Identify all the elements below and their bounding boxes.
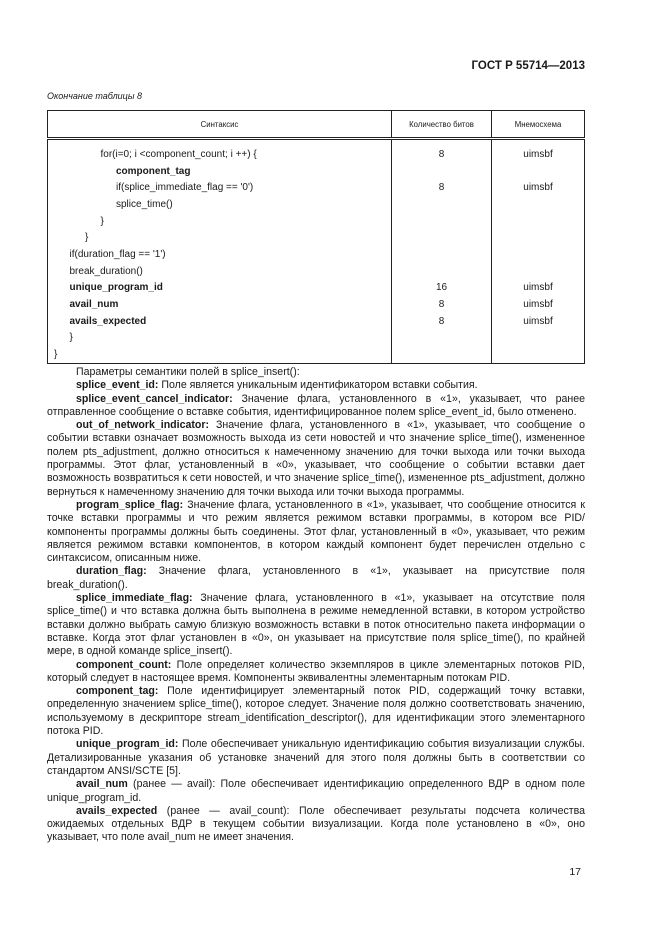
column-header-mnemonic: Мнемосхема [492,111,585,139]
table-row [48,263,585,280]
paragraph [47,592,585,658]
mnemonic-cell [492,213,585,230]
paragraph [47,805,585,845]
syntax-cell: } [48,213,392,230]
paragraph-text: Поле является уникальным идентификатором вставки события. [158,379,478,392]
paragraph [47,499,585,565]
syntax-cell: } [48,346,392,363]
field-note: (ранее — avail): [127,778,216,791]
bits-cell [392,213,492,230]
paragraph-text: Значение флага, установленного в «1», указывает, что сообщение о событии вставки означает возможность выхода из сети новостей и что значение splice_time(), измененное полем pts_adjustment, должно относиться к намеченному значению для точки выхода или точки выхода программы. Этот флаг, установленный в «0», указывает, что сообщение о событии вставки дает возможность возвратиться к сети новостей, и что значение splice_time(), измененное pts_adjustment, должно вернуться к намеченному значению для точки выхода или точки выхода программы. [47,419,585,498]
syntax-cell: break_duration() [48,263,392,280]
table-row [48,196,585,213]
paragraph-text: Поле обеспечивает идентификацию определенного ВДР в одном поле unique_program_id. [47,778,585,804]
page-number: 17 [569,866,581,878]
table-caption: Окончание таблицы 8 [47,91,142,101]
table-row [48,229,585,246]
syntax-cell: } [48,330,392,347]
field-term: avail_num [76,778,128,791]
column-header-syntax: Синтаксис [48,111,392,139]
table-row [48,280,585,297]
syntax-cell: avail_num [48,296,392,313]
syntax-cell: avails_expected [48,313,392,330]
mnemonic-cell [492,163,585,180]
paragraph [47,659,585,686]
paragraph-text: Значение флага, установленного в «1», указывает на отсутствие поля splice_time() и что вставка должна быть выполнена в режиме немедленной вставки, в котором устройство вставки должно выбрать самую близкую возможность вставки в поток относительно пакета информации о вставке. Когда этот флаг установлен в «0», он указывает на присутствие поля splice_time(), по крайней мере, в одной команде splice_insert(). [47,592,585,658]
mnemonic-cell: uimsbf [492,280,585,297]
mnemonic-cell [492,330,585,347]
paragraph [47,393,585,420]
mnemonic-cell: uimsbf [492,296,585,313]
table-row [48,213,585,230]
bits-cell [392,246,492,263]
table-row [48,346,585,363]
field-note: (ранее — avail_count): [157,804,290,817]
mnemonic-cell [492,263,585,280]
field-term: out_of_network_indicator: [76,419,210,432]
bits-cell: 8 [392,179,492,196]
table-row [48,296,585,313]
paragraph-text: Значение флага, установленного в «1», указывает, что сообщение относится к точке вставки программы и что режим является режимом вставки программы, в котором все PID/компоненты программы должны быть соединены. Этот флаг, установленный в «0», указывает, что режим является режимом вставки компонентов, в котором каждый компонент будет перечислен отдельно с синтаксисом, описанным ниже. [47,498,585,565]
table-row [48,246,585,263]
bits-cell [392,163,492,180]
bits-cell [392,330,492,347]
paragraph-text: Значение флага, установленного в «1», указывает, что ранее отправленное сообщение о вставке события, идентифицированное полем splice_event_id, было отменено. [47,392,585,418]
column-header-bits: Количество битов [392,111,492,139]
bits-cell: 8 [392,313,492,330]
paragraph [47,565,585,592]
bits-cell [392,229,492,246]
bits-cell: 8 [392,139,492,163]
paragraph-text: Поле обеспечивает уникальную идентификацию события визуализации службы. Детализированные указания об установке значений для этого поля должны быть в соответствии со стандартом ANSI/SCTE [5]. [47,738,585,777]
table-header-row [48,111,585,139]
table-row [48,163,585,180]
field-term: program_splice_flag: [76,498,184,511]
syntax-cell: splice_time() [48,196,392,213]
bits-cell: 16 [392,280,492,297]
table-row [48,179,585,196]
paragraph-text: Поле обеспечивает результаты подсчета количества ожидаемых отдельных ВДР в текущем событии визуализации. Когда поле установлено в «0», оно указывает, что поле avail_num не имеет значения. [47,804,586,844]
field-term: component_count: [76,658,172,671]
syntax-cell: if(splice_immediate_flag == '0') [48,179,392,196]
field-term: splice_event_cancel_indicator: [76,392,233,405]
mnemonic-cell: uimsbf [492,179,585,196]
paragraph [47,738,585,778]
syntax-table [47,110,585,364]
mnemonic-cell: uimsbf [492,139,585,163]
paragraph-text: Параметры семантики полей в splice_insert(): [76,366,300,378]
paragraph [47,685,585,738]
paragraph-text: Поле определяет количество экземпляров в цикле элементарных потоков PID, который следует в настоящее время. Компоненты эквивалентны элементарным потокам PID. [47,658,585,684]
mnemonic-cell [492,346,585,363]
field-term: duration_flag: [76,565,147,578]
bits-cell [392,196,492,213]
paragraph [47,379,585,392]
syntax-cell: for(i=0; i <component_count; i ++) { [48,139,392,163]
paragraph [47,419,585,499]
table-row [48,313,585,330]
field-term: splice_event_id: [76,379,159,392]
bits-cell [392,263,492,280]
syntax-cell: unique_program_id [48,280,392,297]
mnemonic-cell [492,196,585,213]
syntax-cell: component_tag [48,163,392,180]
paragraph-text: Поле идентифицирует элементарный поток PID, содержащий точку вставки, определенную значением splice_time(), которое следует. Значение поля должно соответствовать значению, используемому в дескрипторе stream_identification_descriptor(), для идентификации этого элементарного потока PID. [47,685,585,738]
bits-cell [392,346,492,363]
bits-cell: 8 [392,296,492,313]
semantics-text [47,366,585,845]
mnemonic-cell: uimsbf [492,313,585,330]
syntax-cell: } [48,229,392,246]
paragraph [47,778,585,805]
mnemonic-cell [492,246,585,263]
paragraph-text: Значение флага, установленного в «1», указывает на присутствие поля break_duration(). [47,565,585,591]
standard-number: ГОСТ Р 55714—2013 [471,60,585,72]
field-term: unique_program_id: [76,738,179,751]
syntax-cell: if(duration_flag == '1') [48,246,392,263]
mnemonic-cell [492,229,585,246]
paragraph [47,366,585,379]
field-term: splice_immediate_flag: [76,592,193,605]
table-row [48,139,585,163]
field-term: component_tag: [76,685,159,698]
table-row [48,330,585,347]
field-term: avails_expected [76,804,158,817]
